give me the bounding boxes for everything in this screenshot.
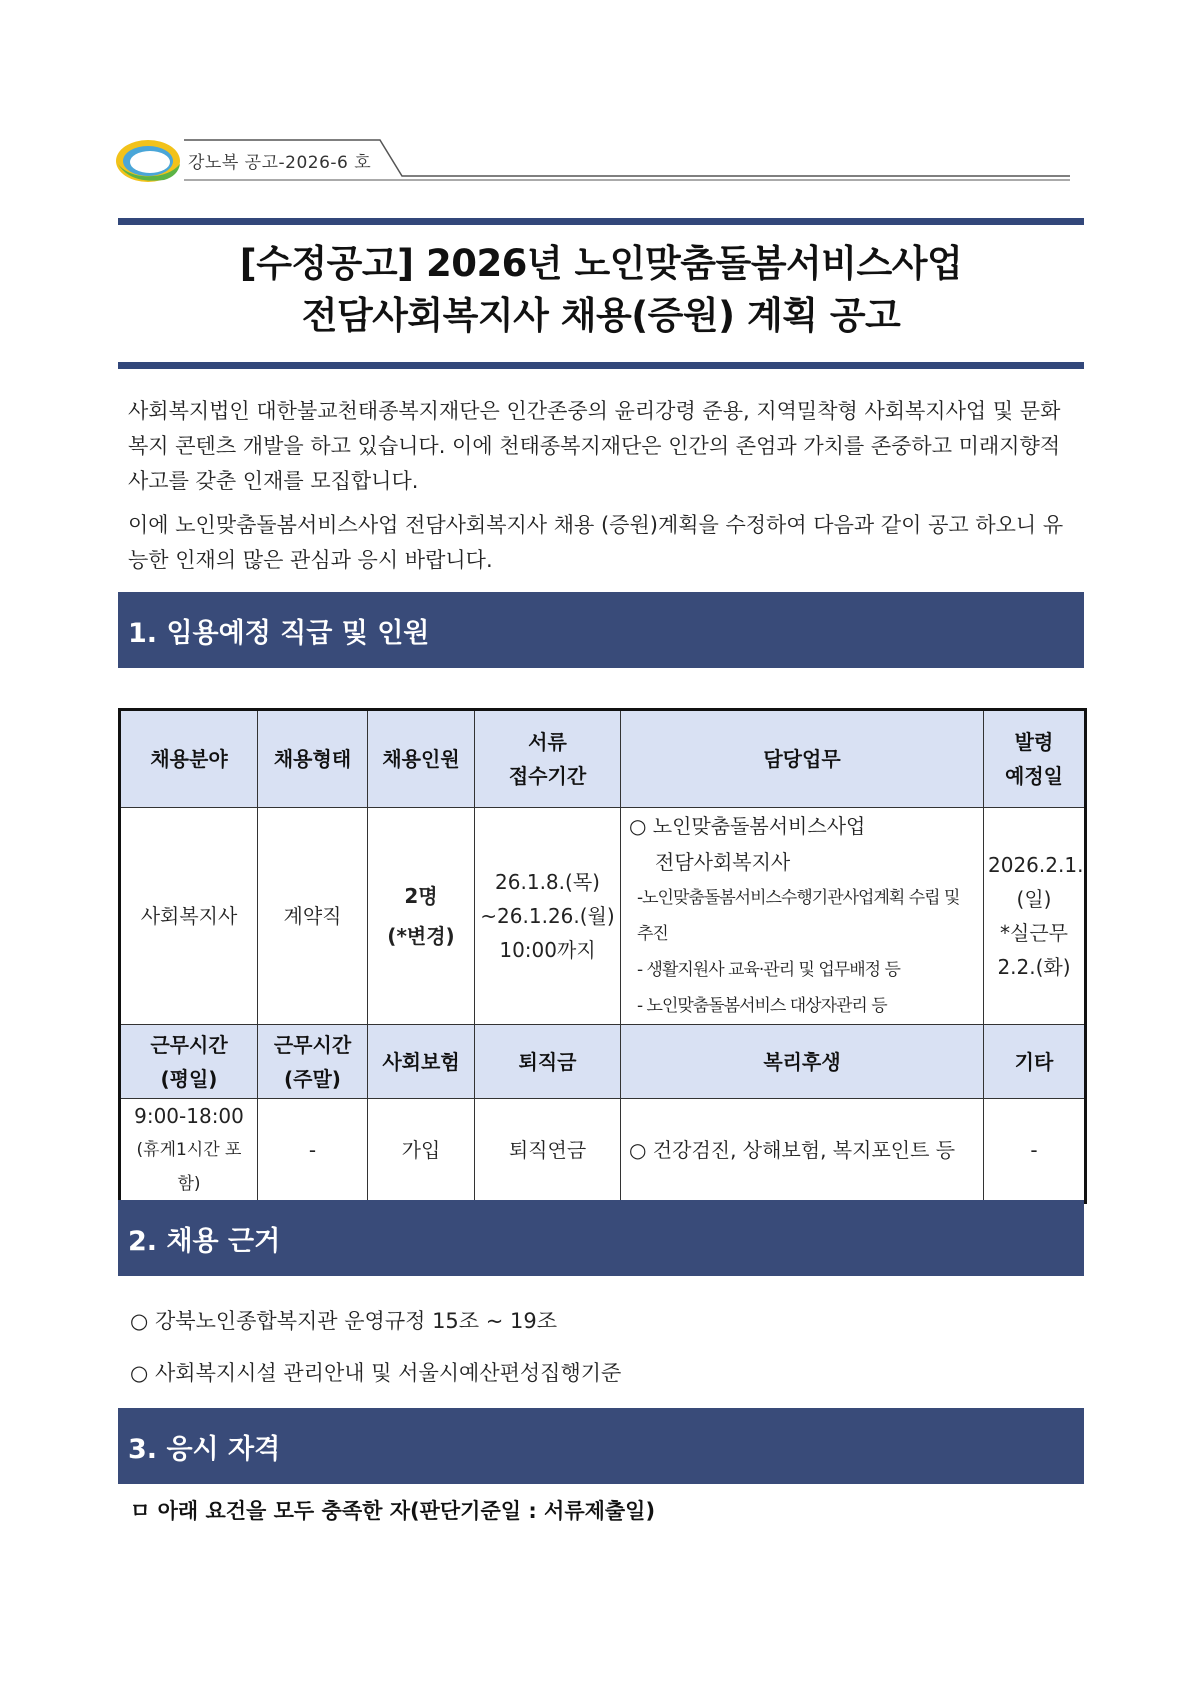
duty-main-1: ○ 노인맞춤돌봄서비스사업 [629,814,866,838]
cell-field: 사회복지사 [120,808,258,1025]
cell-count-note: (*변경) [387,924,455,948]
cell-period [475,808,621,1025]
cell-period-a: 26.1.8.(목) [495,870,600,894]
intro-paragraph-2: 이에 노인맞춤돌봄서비스사업 전담사회복지사 채용 (증원)계획을 수정하여 다음과 같이 공고 하오니 유능한 인재의 많은 관심과 응시 바랍니다. [128,513,1064,572]
header-welfare: 복리후생 [621,1025,984,1099]
header-weekend [258,1025,368,1099]
header-weekday-a: 근무시간 [150,1032,228,1057]
header-field: 채용분야 [120,710,258,808]
table-row-conditions [120,1099,1086,1203]
header-period-b: 접수기간 [508,764,587,788]
title-rule-top [118,218,1084,225]
duty-sub-3: - 노인맞춤돌봄서비스 대상자관리 등 [637,996,887,1016]
cell-welfare: ○ 건강검진, 상해보험, 복지포인트 등 [621,1099,984,1203]
section-3-heading: 3. 응시 자격 [118,1408,1084,1484]
cell-start-a: 2026.2.1. [988,853,1084,877]
header-etc: 기타 [984,1025,1086,1099]
cell-start-b: (일) [1016,887,1052,911]
cell-weekday-a: 9:00-18:00 [134,1104,244,1128]
header-start-b: 예정일 [1005,764,1063,788]
header-type: 채용형태 [258,710,368,808]
duty-sub-2: - 생활지원사 교육·관리 및 업무배정 등 [637,960,900,980]
cell-weekday [120,1099,258,1203]
header-insurance: 사회보험 [368,1025,475,1099]
header-period-a: 서류 [528,730,567,754]
cell-period-b: ~26.1.26.(월) [480,904,615,928]
page-title-line2: 전담사회복지사 채용(증원) 계획 공고 [301,294,901,337]
header-weekday-b: (평일) [160,1066,218,1091]
header-duty: 담당업무 [621,710,984,808]
section-1-heading: 1. 임용예정 직급 및 인원 [118,592,1084,668]
page-title-line1: [수정공고] 2026년 노인맞춤돌봄서비스사업 [239,242,963,285]
header-severance: 퇴직금 [475,1025,621,1099]
table-row-position [120,808,1086,1025]
cell-count-value: 2명 [404,884,438,908]
title-rule-bottom [118,362,1084,369]
table-header-row-1 [120,710,1086,808]
section-2-heading: 2. 채용 근거 [118,1200,1084,1276]
cell-etc: - [984,1099,1086,1203]
header-weekend-a: 근무시간 [273,1032,352,1057]
cell-severance: 퇴직연금 [475,1099,621,1203]
duty-sub-1: -노인맞춤돌봄서비스수행기관사업계획 수립 및 추진 [637,888,960,944]
cell-start-c: *실근무 [1000,921,1068,945]
header-weekend-b: (주말) [284,1066,341,1091]
cell-type: 계약직 [258,808,368,1025]
table-header-row-2 [120,1025,1086,1099]
cell-weekday-b: (휴게1시간 포함) [136,1140,242,1194]
cell-period-c: 10:00까지 [499,938,596,962]
header-count: 채용인원 [368,710,475,808]
cell-insurance: 가입 [368,1099,475,1203]
basis-item-1: ○ 강북노인종합복지관 운영규정 15조 ~ 19조 [130,1309,558,1333]
foundation-logo-icon [112,136,184,186]
cell-count [368,808,475,1025]
recruitment-table [118,708,1087,1204]
cell-start-d: 2.2.(화) [997,955,1071,979]
header-start [984,710,1086,808]
qualification-line-1: ㅁ 아래 요건을 모두 충족한 자(판단기준일 : 서류제출일) [130,1499,656,1523]
cell-start [984,808,1086,1025]
notice-number: 강노복 공고-2026-6 호 [188,153,372,173]
cell-duty [621,808,984,1025]
notice-header [112,136,1072,186]
header-weekday [120,1025,258,1099]
duty-main-2: 전담사회복지사 [655,850,791,874]
basis-item-2: ○ 사회복지시설 관리안내 및 서울시예산편성집행기준 [130,1361,622,1385]
intro-paragraph-1: 사회복지법인 대한불교천태종복지재단은 인간존중의 윤리강령 준용, 지역밀착형 사회복지사업 및 문화복지 콘텐츠 개발을 하고 있습니다. 이에 천태종복지재단은 인간의 존엄과 가치를 존중하고 미래지향적 사고를 갖춘 인재를 모집합니다. [128,399,1061,493]
cell-weekend: - [258,1099,368,1203]
header-period [475,710,621,808]
header-start-a: 발령 [1014,730,1054,754]
